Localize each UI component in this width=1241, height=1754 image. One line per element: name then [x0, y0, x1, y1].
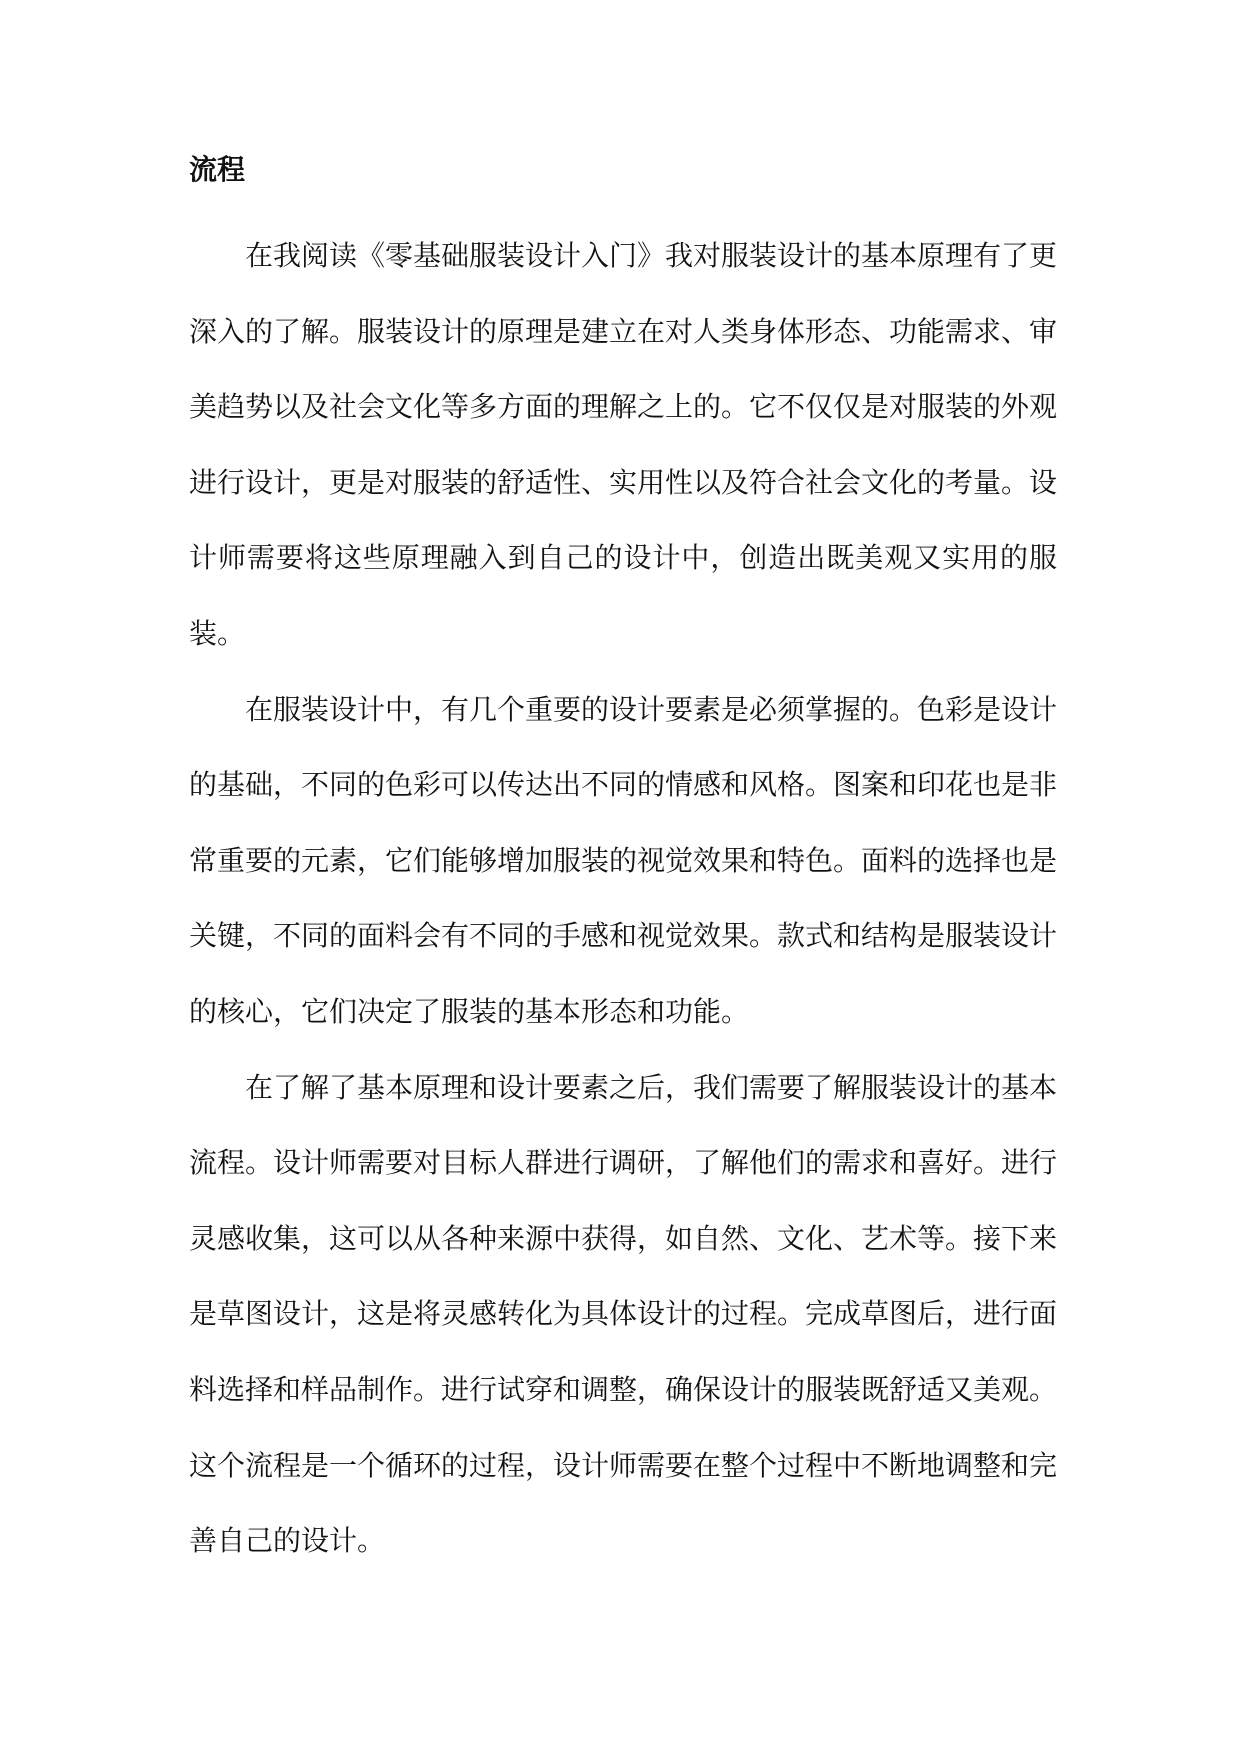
body-text [189, 218, 1057, 1579]
paragraph-principles: 在我阅读《零基础服装设计入门》我对服装设计的基本原理有了更深入的了解。服装设计的原理是建立在对人类身体形态、功能需求、审美趋势以及社会文化等多方面的理解之上的。它不仅仅是对服装的外观进行设计，更是对服装的舒适性、实用性以及符合社会文化的考量。设计师需要将这些原理融入到自己的设计中，创造出既美观又实用的服装。 [189, 239, 1058, 650]
section-heading: 流程 [189, 153, 246, 186]
paragraph-design-elements: 在服装设计中，有几个重要的设计要素是必须掌握的。色彩是设计的基础，不同的色彩可以传达出不同的情感和风格。图案和印花也是非常重要的元素，它们能够增加服装的视觉效果和特色。面料的选择也是关键，不同的面料会有不同的手感和视觉效果。款式和结构是服装设计的核心，它们决定了服装的基本形态和功能。 [189, 692, 1058, 1028]
paragraph-design-process: 在了解了基本原理和设计要素之后，我们需要了解服装设计的基本流程。设计师需要对目标人群进行调研，了解他们的需求和喜好。进行灵感收集，这可以从各种来源中获得，如自然、文化、艺术等。接下来是草图设计，这是将灵感转化为具体设计的过程。完成草图后，进行面料选择和样品制作。进行试穿和调整，确保设计的服装既舒适又美观。这个流程是一个循环的过程，设计师需要在整个过程中不断地调整和完善自己的设计。 [189, 1070, 1058, 1558]
